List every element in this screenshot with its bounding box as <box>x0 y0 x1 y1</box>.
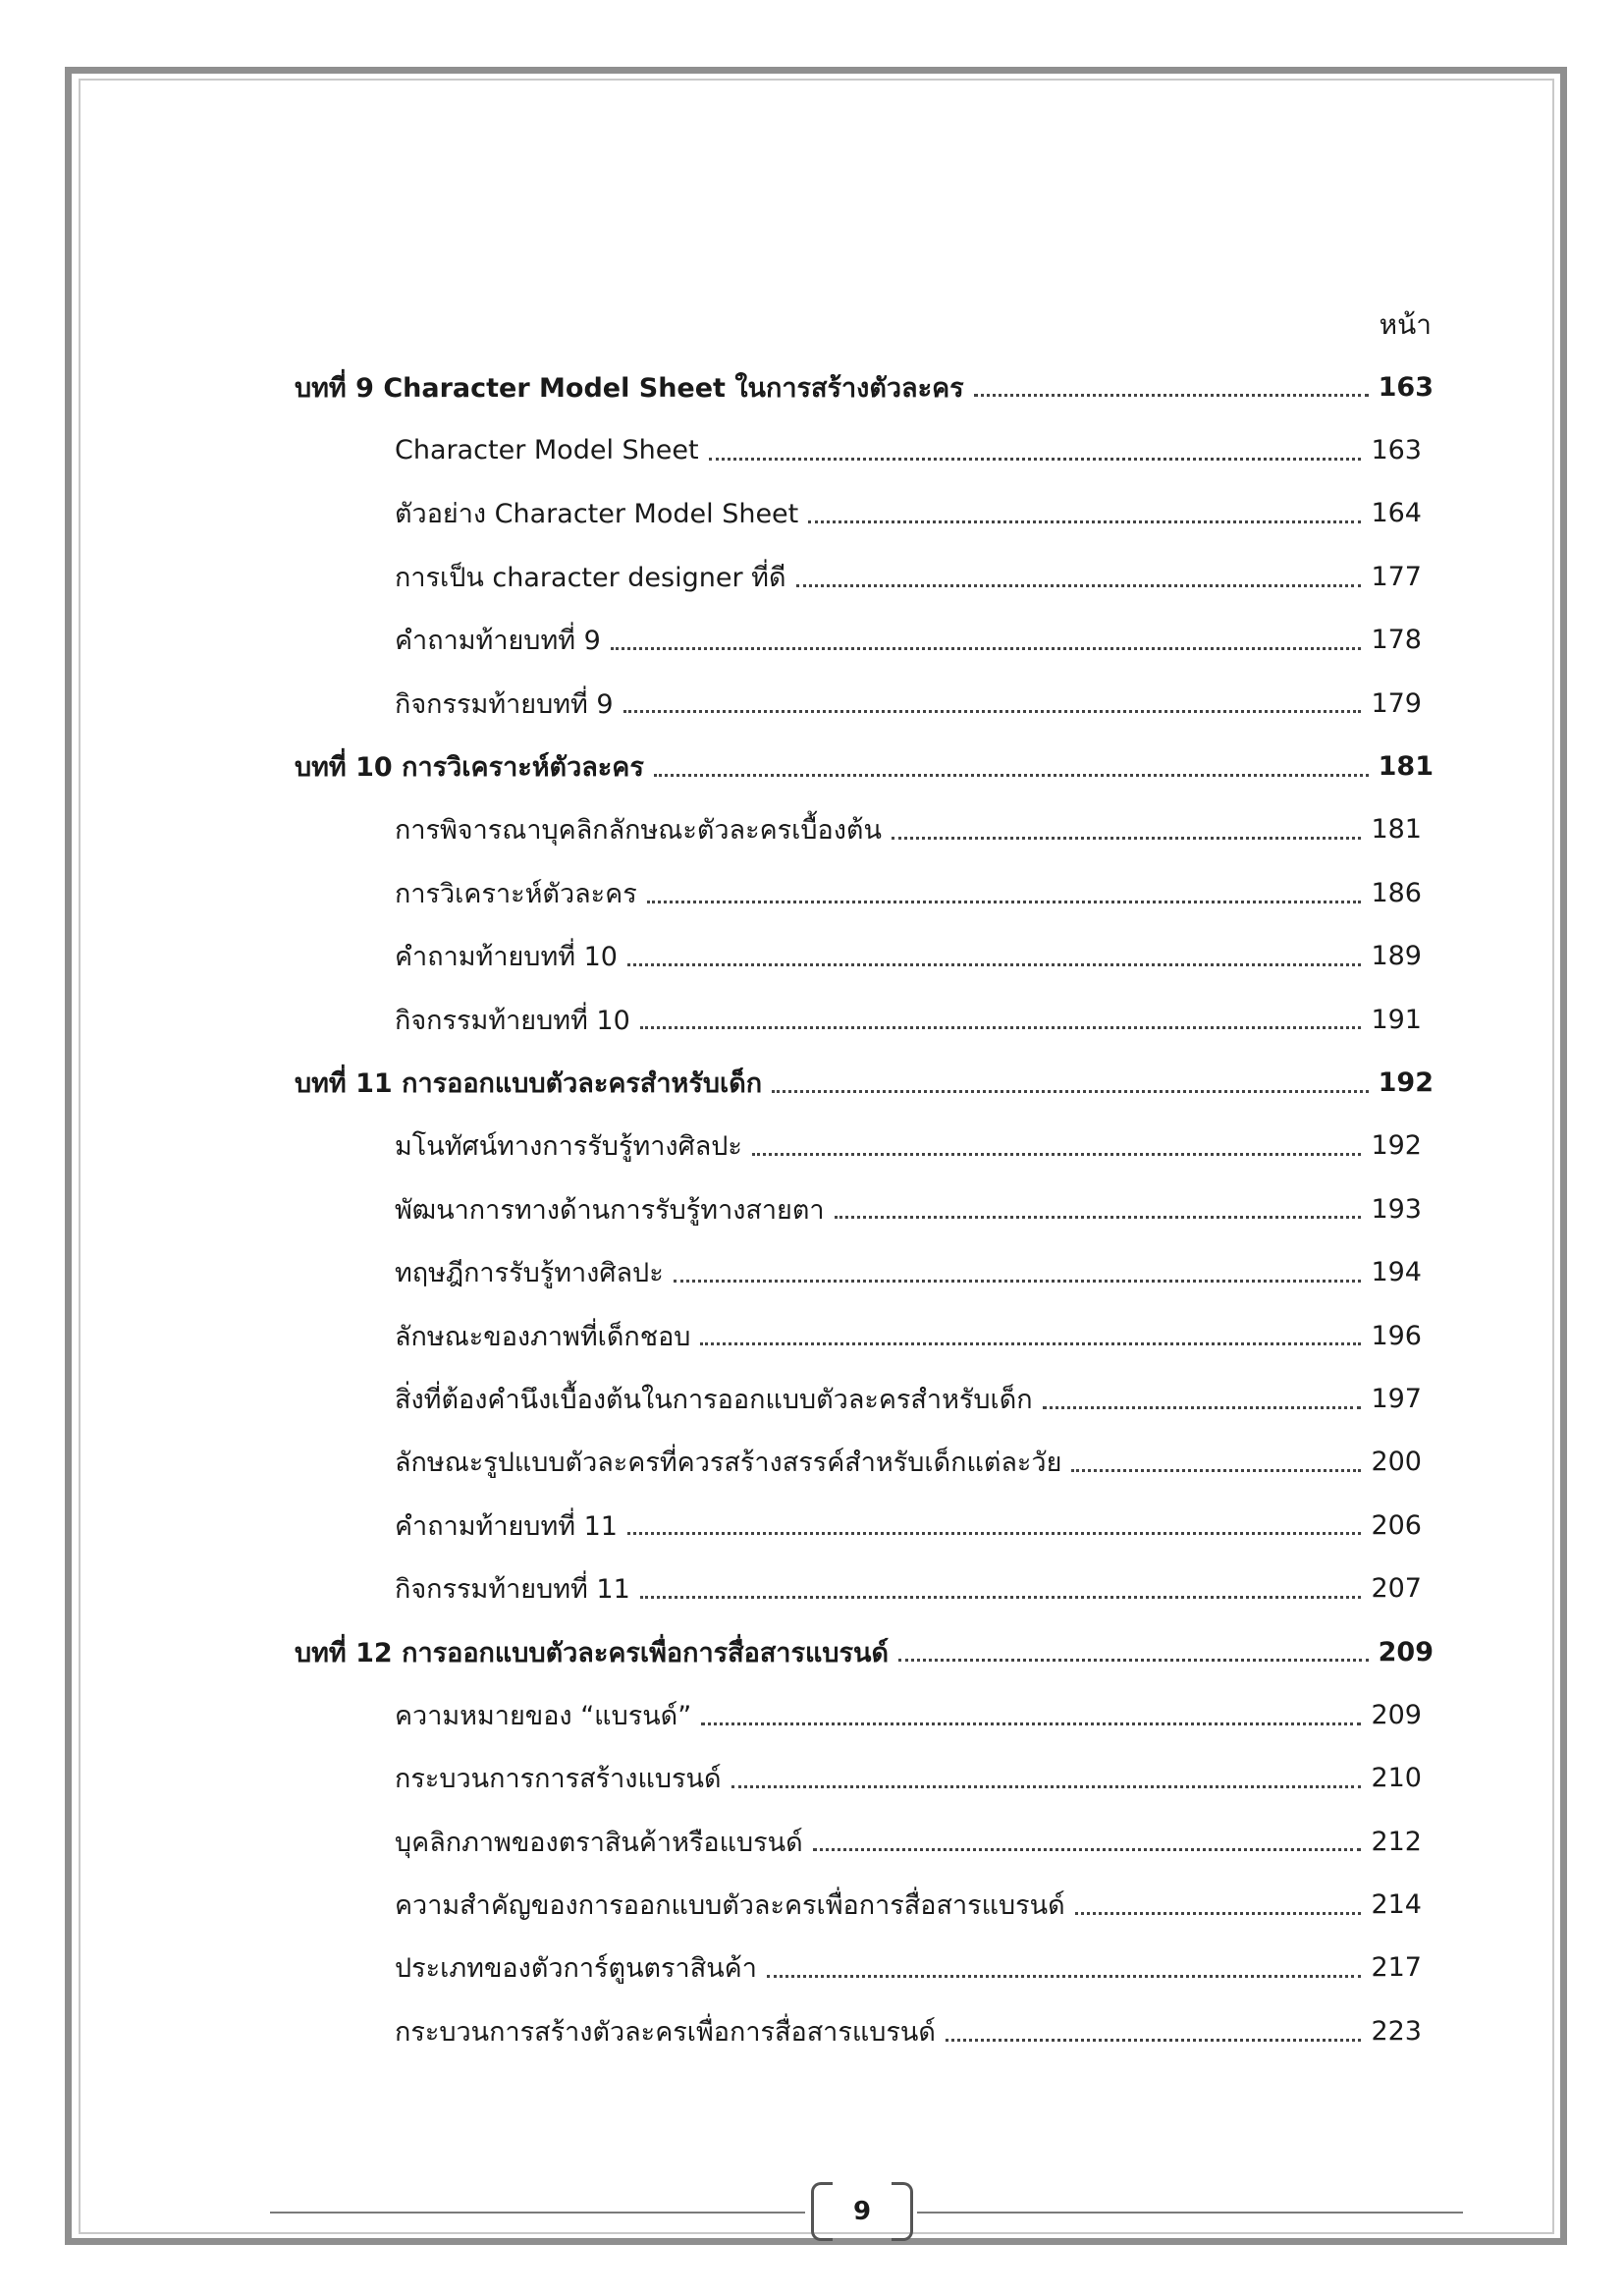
toc-dot-leader <box>627 1531 1361 1535</box>
toc-dot-leader <box>752 1152 1362 1156</box>
toc-entry-title: ความสำคัญของการออกแบบตัวละครเพื่อการสื่อสารแบรนด์ <box>395 1890 1065 1922</box>
toc-entry-page: 214 <box>1371 1889 1422 1921</box>
toc-section-entry[interactable] <box>295 482 1434 545</box>
toc-dot-leader <box>623 709 1362 713</box>
toc-chapter-entry[interactable] <box>295 735 1434 797</box>
toc-section-entry[interactable] <box>295 1937 1434 1999</box>
toc-dot-leader <box>647 900 1362 903</box>
toc-section-entry[interactable] <box>295 1873 1434 1936</box>
toc-dot-leader <box>1071 1468 1361 1472</box>
toc-dot-leader <box>731 1784 1362 1788</box>
toc-dot-leader <box>709 457 1362 461</box>
toc-section-entry[interactable] <box>295 798 1434 861</box>
toc-entry-title: บทที่ 9 Character Model Sheet ในการสร้างตัวละคร <box>295 372 964 404</box>
toc-entry-title: กิจกรรมท้ายบทที่ 10 <box>395 1005 630 1036</box>
toc-entry-title: ทฤษฎีการรับรู้ทางศิลปะ <box>395 1258 664 1289</box>
toc-section-entry[interactable] <box>295 1747 1434 1810</box>
toc-entry-title: ลักษณะรูปแบบตัวละครที่ควรสร้างสรรค์สำหรับเด็กแต่ละวัย <box>395 1448 1062 1479</box>
toc-entry-page: 193 <box>1371 1193 1422 1225</box>
toc-entry-title: การวิเคราะห์ตัวละคร <box>395 878 637 909</box>
toc-entry-title: ตัวอย่าง Character Model Sheet <box>395 499 799 530</box>
toc-entry-page: 191 <box>1371 1004 1422 1035</box>
toc-chapter-entry[interactable] <box>295 1620 1434 1683</box>
toc-section-entry[interactable] <box>295 861 1434 924</box>
footer-rule-left <box>270 2212 805 2214</box>
table-of-contents <box>295 295 1434 2063</box>
page-column-header: หน้า <box>1379 308 1432 341</box>
toc-entry-page: 223 <box>1371 2015 1422 2047</box>
toc-entry-page: 181 <box>1378 751 1434 783</box>
toc-entry-title: ประเภทของตัวการ์ตูนตราสินค้า <box>395 1953 757 1985</box>
footer-bracket-left <box>811 2182 833 2241</box>
toc-dot-leader <box>892 836 1362 840</box>
toc-section-entry[interactable] <box>295 418 1434 481</box>
toc-dot-leader <box>813 1847 1362 1851</box>
toc-dot-leader <box>796 583 1362 587</box>
toc-entry-page: 178 <box>1371 625 1422 656</box>
toc-section-entry[interactable] <box>295 1115 1434 1177</box>
toc-entry-title: พัฒนาการทางด้านการรับรู้ทางสายตา <box>395 1194 825 1226</box>
toc-section-entry[interactable] <box>295 925 1434 988</box>
toc-dot-leader <box>974 393 1369 397</box>
toc-chapter-entry[interactable] <box>295 355 1434 418</box>
toc-entry-title: บทที่ 10 การวิเคราะห์ตัวละคร <box>295 752 644 784</box>
footer-bracket-right <box>892 2182 913 2241</box>
toc-entry-page: 212 <box>1371 1826 1422 1857</box>
toc-entry-page: 209 <box>1378 1636 1434 1667</box>
toc-section-entry[interactable] <box>295 1304 1434 1367</box>
toc-entry-page: 200 <box>1371 1447 1422 1478</box>
toc-entry-title: Character Model Sheet <box>395 435 699 466</box>
toc-section-entry[interactable] <box>295 1494 1434 1557</box>
toc-section-entry[interactable] <box>295 1999 1434 2062</box>
toc-entry-title: กระบวนการสร้างตัวละครเพื่อการสื่อสารแบรนด์ <box>395 2016 936 2048</box>
toc-entry-title: ความหมายของ “แบรนด์” <box>395 1700 692 1731</box>
toc-entry-title: กิจกรรมท้ายบทที่ 11 <box>395 1574 630 1606</box>
toc-section-entry[interactable] <box>295 1683 1434 1746</box>
toc-entry-page: 206 <box>1371 1509 1422 1541</box>
toc-section-entry[interactable] <box>295 1177 1434 1240</box>
toc-section-entry[interactable] <box>295 1240 1434 1303</box>
toc-entry-page: 179 <box>1371 687 1422 719</box>
toc-entry-page: 186 <box>1371 877 1422 908</box>
toc-entry-page: 194 <box>1371 1257 1422 1288</box>
toc-section-entry[interactable] <box>295 988 1434 1051</box>
toc-section-entry[interactable] <box>295 545 1434 608</box>
toc-entry-title: บทที่ 11 การออกแบบตัวละครสำหรับเด็ก <box>295 1067 763 1099</box>
toc-entry-title: การพิจารณาบุคลิกลักษณะตัวละครเบื้องต้น <box>395 815 882 847</box>
toc-section-entry[interactable] <box>295 672 1434 735</box>
toc-entry-page: 217 <box>1371 1952 1422 1984</box>
toc-dot-leader <box>898 1658 1369 1662</box>
toc-dot-leader <box>654 773 1369 777</box>
toc-entry-title: กระบวนการการสร้างแบรนด์ <box>395 1764 722 1795</box>
toc-section-entry[interactable] <box>295 1431 1434 1494</box>
toc-entry-page: 192 <box>1378 1066 1434 1098</box>
toc-dot-leader <box>674 1279 1362 1283</box>
toc-entry-title: มโนทัศน์ทางการรับรู้ทางศิลปะ <box>395 1131 742 1163</box>
toc-entry-page: 210 <box>1371 1763 1422 1794</box>
toc-entry-title: คำถามท้ายบทที่ 9 <box>395 626 601 657</box>
toc-dot-leader <box>835 1215 1362 1219</box>
toc-dot-leader <box>1043 1405 1362 1409</box>
toc-entry-title: คำถามท้ายบทที่ 11 <box>395 1510 618 1542</box>
toc-entry-page: 207 <box>1371 1573 1422 1605</box>
footer-page-number: 9 <box>852 2197 872 2226</box>
toc-dot-leader <box>1075 1911 1362 1915</box>
toc-entry-title: คำถามท้ายบทที่ 10 <box>395 942 618 973</box>
toc-entry-page: 197 <box>1371 1383 1422 1414</box>
toc-dot-leader <box>611 646 1362 650</box>
toc-entry-page: 163 <box>1371 435 1422 466</box>
toc-dot-leader <box>640 1595 1362 1599</box>
toc-dot-leader <box>808 519 1361 523</box>
toc-entry-title: กิจกรรมท้ายบทที่ 9 <box>395 688 614 720</box>
toc-entry-title: บทที่ 12 การออกแบบตัวละครเพื่อการสื่อสารแบรนด์ <box>295 1637 890 1668</box>
toc-entry-page: 177 <box>1371 561 1422 592</box>
toc-dot-leader <box>767 1974 1362 1978</box>
toc-list <box>295 355 1434 2063</box>
toc-entry-page: 196 <box>1371 1320 1422 1351</box>
toc-section-entry[interactable] <box>295 609 1434 672</box>
toc-entry-page: 163 <box>1378 371 1434 403</box>
toc-section-entry[interactable] <box>295 1557 1434 1619</box>
toc-section-entry[interactable] <box>295 1367 1434 1430</box>
toc-entry-page: 181 <box>1371 814 1422 846</box>
toc-dot-leader <box>772 1089 1369 1093</box>
toc-entry-title: ลักษณะของภาพที่เด็กชอบ <box>395 1321 691 1352</box>
toc-entry-title: สิ่งที่ต้องคำนึงเบื้องต้นในการออกแบบตัวละครสำหรับเด็ก <box>395 1384 1033 1415</box>
toc-entry-page: 192 <box>1371 1130 1422 1162</box>
footer-rule-right <box>917 2212 1463 2214</box>
toc-entry-page: 189 <box>1371 941 1422 972</box>
toc-dot-leader <box>701 1722 1361 1725</box>
toc-entry-title: บุคลิกภาพของตราสินค้าหรือแบรนด์ <box>395 1827 803 1858</box>
toc-dot-leader <box>640 1025 1362 1029</box>
toc-section-entry[interactable] <box>295 1810 1434 1873</box>
toc-dot-leader <box>627 962 1361 966</box>
toc-entry-page: 164 <box>1371 498 1422 529</box>
toc-chapter-entry[interactable] <box>295 1051 1434 1114</box>
toc-dot-leader <box>700 1341 1361 1345</box>
toc-entry-title: การเป็น character designer ที่ดี <box>395 562 786 593</box>
toc-dot-leader <box>946 2038 1362 2042</box>
toc-entry-page: 209 <box>1371 1699 1422 1730</box>
